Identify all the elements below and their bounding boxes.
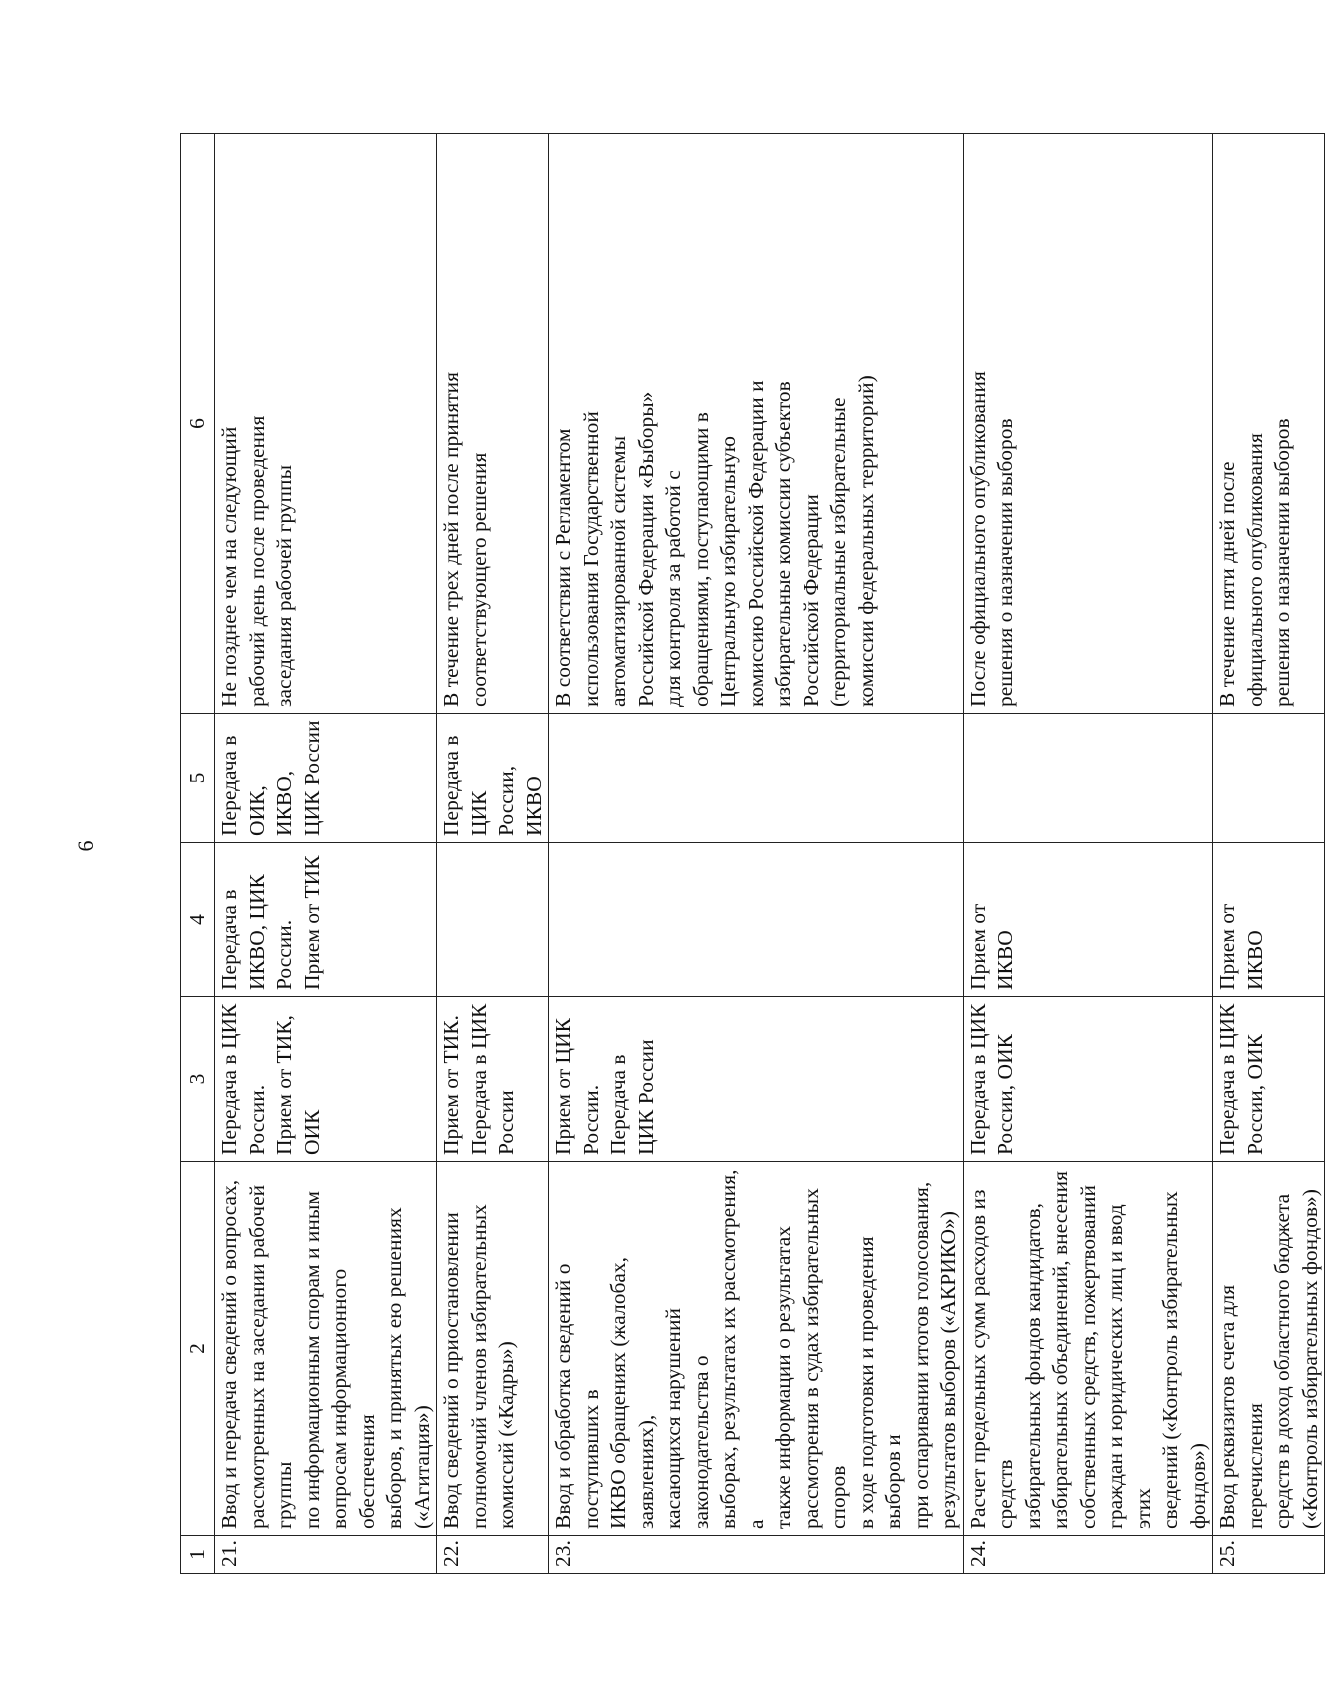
row-col5: Передача в ОИК, ИКВО, ЦИК России <box>215 714 437 843</box>
row-col6: Не позднее чем на следующий рабочий день после проведения заседания рабочей группы <box>215 134 437 714</box>
row-description: Ввод и обработка сведений о поступивших в ИКВО обращениях (жалобах, заявлениях), касающихся нарушений законодательства о выборах, результатах их рассмотрения, а также информации о результатах рассмотрения в судах избирательных споров в ходе подготовки и проведения выборов и при оспаривании итогов голосования, результатов выборов («АКРИКО») <box>549 1162 964 1536</box>
header-row <box>181 134 215 1574</box>
header-col-5: 5 <box>181 714 215 843</box>
row-col4: Передача в ИКВО, ЦИК России. Прием от ТИК <box>215 843 437 997</box>
row-col3: Передача в ЦИК России. Прием от ТИК, ОИК <box>215 997 437 1162</box>
row-number: 25. <box>1213 1536 1325 1574</box>
row-col5 <box>549 714 964 843</box>
table-row <box>437 134 549 1574</box>
row-description: Расчет предельных сумм расходов из средств избирательных фондов кандидатов, избирательных объединений, внесения собственных средств, пожертвований граждан и юридических лиц и ввод этих сведений («Контроль избирательных фондов») <box>963 1162 1213 1536</box>
header-col-6: 6 <box>181 134 215 714</box>
row-col6: В течение пяти дней после официального опубликования решения о назначении выборов <box>1213 134 1325 714</box>
row-col4: Прием от ИКВО <box>963 843 1213 997</box>
table-row <box>963 134 1213 1574</box>
row-col6: В течение трех дней после принятия соответствующего решения <box>437 134 549 714</box>
header-col-1: 1 <box>181 1536 215 1574</box>
row-col5 <box>1213 714 1325 843</box>
table-row <box>549 134 964 1574</box>
row-number: 23. <box>549 1536 964 1574</box>
row-col3: Прием от ЦИК России. Передача в ЦИК России <box>549 997 964 1162</box>
table-row <box>215 134 437 1574</box>
row-col5 <box>963 714 1213 843</box>
row-col4: Прием от ИКВО <box>1213 843 1325 997</box>
row-number: 24. <box>963 1536 1213 1574</box>
row-col3: Прием от ТИК. Передача в ЦИК России <box>437 997 549 1162</box>
table-row <box>1213 134 1325 1574</box>
row-col6: После официального опубликования решения о назначении выборов <box>963 134 1213 714</box>
row-col3: Передача в ЦИК России, ОИК <box>963 997 1213 1162</box>
page-number: 6 <box>73 840 98 852</box>
row-number: 22. <box>437 1536 549 1574</box>
row-col4 <box>437 843 549 997</box>
header-col-4: 4 <box>181 843 215 997</box>
row-number: 21. <box>215 1536 437 1574</box>
row-description: Ввод и передача сведений о вопросах, рассмотренных на заседании рабочей группы по информационным спорам и иным вопросам информационного обеспечения выборов, и принятых ею решениях («Агитация») <box>215 1162 437 1536</box>
row-col6: В соответствии с Регламентом использования Государственной автоматизированной системы Российской Федерации «Выборы» для контроля за работой с обращениями, поступающими в Центральную избирательную комиссию Российской Федерации и избирательные комиссии субъектов Российской Федерации (территориальные избирательные комиссии федеральных территорий) <box>549 134 964 714</box>
row-col3: Передача в ЦИК России, ОИК <box>1213 997 1325 1162</box>
rotated-table-wrapper <box>180 134 1322 1574</box>
row-col4 <box>549 843 964 997</box>
schedule-table <box>180 133 1325 1574</box>
row-description: Ввод реквизитов счета для перечисления средств в доход областного бюджета («Контроль избирательных фондов») <box>1213 1162 1325 1536</box>
row-description: Ввод сведений о приостановлении полномочий членов избирательных комиссий («Кадры») <box>437 1162 549 1536</box>
header-col-2: 2 <box>181 1162 215 1536</box>
header-col-3: 3 <box>181 997 215 1162</box>
row-col5: Передача в ЦИК России, ИКВО <box>437 714 549 843</box>
